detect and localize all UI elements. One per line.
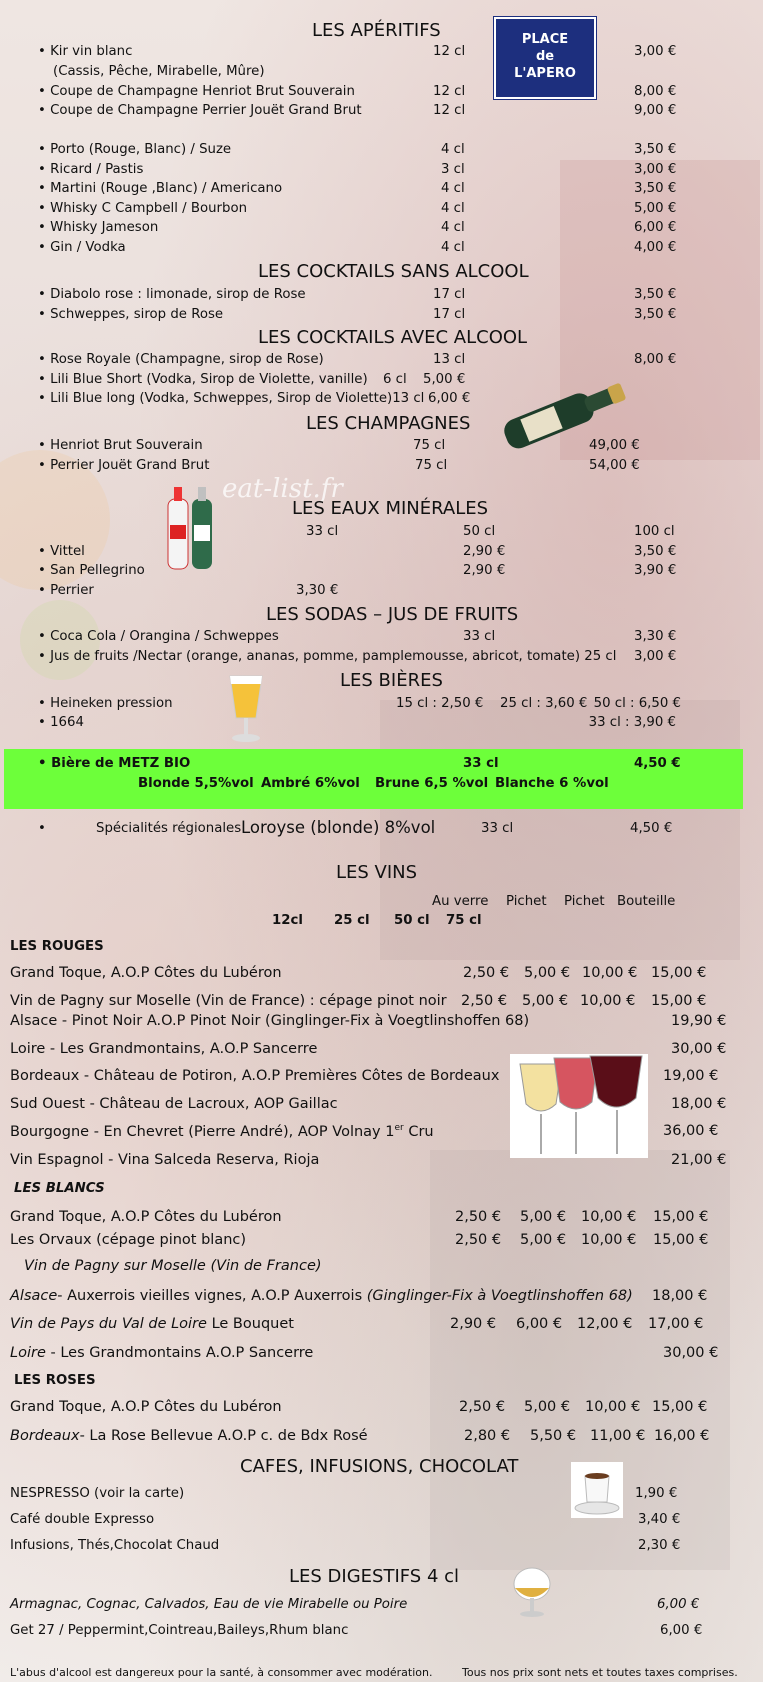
item-price: 15 cl : 2,50 € (396, 696, 484, 711)
list-item: • Jus de fruits /Nectar (orange, ananas, pomme, pamplemousse, abricot, tomate) 25 cl (38, 649, 617, 664)
list-item: • Whisky C Campbell / Bourbon (38, 201, 248, 216)
beer-glass-icon (218, 672, 274, 744)
item-subtext: (Cassis, Pêche, Mirabelle, Mûre) (53, 64, 265, 79)
wine-name: Grand Toque, A.O.P Côtes du Lubéron (10, 1209, 282, 1225)
item-price: 49,00 € (589, 438, 640, 453)
wine-name (10, 1123, 434, 1140)
wine-price: 5,50 € (530, 1428, 577, 1444)
list-item: • Perrier (38, 583, 94, 598)
item-label: Spécialités régionales (96, 821, 242, 836)
item-price: 4,50 € (634, 756, 681, 771)
item-price: 3,50 € (634, 142, 677, 157)
blancs-title: LES BLANCS (14, 1181, 105, 1196)
item-price: 8,00 € (634, 352, 677, 367)
item-qty: 33 cl (463, 629, 496, 644)
item-qty: 17 cl (433, 287, 466, 302)
item-qty: 75 cl (415, 458, 448, 473)
item-name: Martini (Rouge ,Blanc) / Americano (50, 181, 283, 196)
wine-price: 15,00 € (651, 993, 707, 1009)
item-qty: 25 cl (584, 649, 617, 664)
coffee-cup-icon (571, 1462, 623, 1518)
item-price: 8,00 € (634, 84, 677, 99)
item-name: San Pellegrino (50, 563, 145, 578)
item-price: 33 cl : 3,90 € (588, 715, 676, 730)
item-name: Café double Expresso (10, 1512, 155, 1527)
list-item: • Bière de METZ BIO (38, 756, 191, 771)
item-name: Kir vin blanc (50, 44, 133, 59)
wine-name-part: Le Bouquet (206, 1316, 294, 1332)
list-item: • Diabolo rose : limonade, sirop de Rose (38, 287, 306, 302)
wine-price: 19,00 € (663, 1068, 719, 1084)
wine-name-part: Bourgogne - En Chevret (Pierre André), AOP Volnay 1 (10, 1123, 395, 1140)
column-header: 75 cl (446, 913, 482, 928)
wine-name: Les Orvaux (cépage pinot blanc) (10, 1232, 247, 1248)
wine-price: 2,50 € (463, 965, 510, 981)
list-item: • Henriot Brut Souverain (38, 438, 203, 453)
item-name: Whisky C Campbell / Bourbon (50, 201, 248, 216)
cocktails-sans-alcool-title: LES COCKTAILS SANS ALCOOL (258, 261, 529, 282)
wine-price: 10,00 € (581, 1209, 637, 1225)
wine-region: Loire (10, 1345, 46, 1361)
item-qty: 6 cl (383, 372, 407, 387)
item-qty: 4 cl (441, 240, 465, 255)
list-item: • Rose Royale (Champagne, sirop de Rose) (38, 352, 324, 367)
item-price: 3,50 € (634, 544, 677, 559)
item-qty: 13 cl (392, 391, 425, 406)
item-price: 3,30 € (296, 583, 339, 598)
list-item: • Schweppes, sirop de Rose (38, 307, 224, 322)
item-price: 2,90 € (463, 563, 506, 578)
beer-variant: Blanche 6 %vol (495, 776, 609, 791)
list-item: • Lili Blue long (Vodka, Schweppes, Sirop de Violette)13 cl (38, 391, 425, 406)
wine-price: 15,00 € (653, 1209, 709, 1225)
column-header: 25 cl (334, 913, 370, 928)
item-name: Perrier Jouët Grand Brut (50, 458, 210, 473)
item-price: 54,00 € (589, 458, 640, 473)
wine-price: 2,50 € (455, 1232, 502, 1248)
vins-title: LES VINS (336, 862, 418, 883)
wine-name: Loire - Les Grandmontains, A.O.P Sancerre (10, 1041, 318, 1057)
wine-region: Alsace (10, 1288, 58, 1304)
wine-price: 18,00 € (652, 1288, 708, 1304)
column-header: Pichet (564, 894, 605, 909)
wine-price: 2,50 € (455, 1209, 502, 1225)
item-name: Schweppes, sirop de Rose (50, 307, 224, 322)
item-price: 3,50 € (634, 287, 677, 302)
column-header: 50 cl (394, 913, 430, 928)
item-name: NESPRESSO (voir la carte) (10, 1486, 185, 1501)
item-name: Coca Cola / Orangina / Schweppes (50, 629, 279, 644)
wine-price: 5,00 € (520, 1232, 567, 1248)
wine-price: 5,00 € (522, 993, 569, 1009)
item-price: 5,00 € (423, 372, 466, 387)
item-qty: 4 cl (441, 220, 465, 235)
list-item: • Lili Blue Short (Vodka, Sirop de Violette, vanille) (38, 372, 368, 387)
watermark: eat-list.fr (222, 474, 343, 504)
wine-price: 30,00 € (671, 1041, 727, 1057)
item-price: 9,00 € (634, 103, 677, 118)
wine-region: Bordeaux (10, 1428, 80, 1444)
wine-name (10, 1428, 368, 1444)
item-name: Porto (Rouge, Blanc) / Suze (50, 142, 232, 157)
wine-price: 21,00 € (671, 1152, 727, 1168)
wine-name-part: - Les Grandmontains A.O.P Sancerre (45, 1345, 314, 1361)
item-qty: 4 cl (441, 142, 465, 157)
item-price: 6,00 € (660, 1623, 703, 1638)
item-price: 3,40 € (638, 1512, 681, 1527)
list-item: • Perrier Jouët Grand Brut (38, 458, 210, 473)
item-price: 3,50 € (634, 181, 677, 196)
item-name: Get 27 / Peppermint,Cointreau,Baileys,Rhum blanc (10, 1623, 349, 1638)
bullet: • (38, 821, 46, 836)
wine-price: 17,00 € (648, 1316, 704, 1332)
item-name: Jus de fruits /Nectar (orange, ananas, pomme, pamplemousse, abricot, tomate) (50, 649, 581, 664)
wine-price: 2,80 € (464, 1428, 511, 1444)
item-name: Rose Royale (Champagne, sirop de Rose) (50, 352, 324, 367)
wine-name: Vin de Pagny sur Moselle (Vin de France) (24, 1258, 322, 1274)
item-name: Gin / Vodka (50, 240, 126, 255)
roses-title: LES ROSES (14, 1373, 96, 1388)
column-header: 12cl (272, 913, 303, 928)
aperitifs-title: LES APÉRITIFS (312, 20, 441, 41)
water-bottles-icon (162, 485, 218, 571)
item-qty: 4 cl (441, 181, 465, 196)
column-header: 50 cl (463, 524, 496, 539)
item-price: 3,00 € (634, 649, 677, 664)
item-name: Coupe de Champagne Henriot Brut Souverain (50, 84, 355, 99)
list-item: • Coupe de Champagne Henriot Brut Souverain (38, 84, 355, 99)
wine-price: 5,00 € (524, 965, 571, 981)
list-item: • Porto (Rouge, Blanc) / Suze (38, 142, 232, 157)
health-warning: L'abus d'alcool est dangereux pour la santé, à consommer avec modération. (10, 1666, 433, 1679)
item-qty: 12 cl (433, 44, 466, 59)
item-price: 6,00 € (428, 391, 471, 406)
wine-price: 2,90 € (450, 1316, 497, 1332)
wine-price: 36,00 € (663, 1123, 719, 1139)
wine-name: Grand Toque, A.O.P Côtes du Lubéron (10, 1399, 282, 1415)
place-de-l-apero-sign (494, 17, 596, 99)
item-name: Henriot Brut Souverain (50, 438, 203, 453)
column-header: Pichet (506, 894, 547, 909)
eaux-minerales-title: LES EAUX MINÉRALES (292, 498, 489, 519)
wine-price: 11,00 € (590, 1428, 646, 1444)
item-price: 2,30 € (638, 1538, 681, 1553)
item-name: Coupe de Champagne Perrier Jouët Grand Brut (50, 103, 362, 118)
item-price: 2,90 € (463, 544, 506, 559)
list-item: • Ricard / Pastis (38, 162, 144, 177)
item-name: Infusions, Thés,Chocolat Chaud (10, 1538, 220, 1553)
item-name: Lili Blue long (Vodka, Schweppes, Sirop de Violette) (50, 391, 393, 406)
item-price: 5,00 € (634, 201, 677, 216)
item-name: Vittel (50, 544, 85, 559)
item-price: 4,50 € (630, 821, 673, 836)
wine-name: Sud Ouest - Château de Lacroux, AOP Gaillac (10, 1096, 338, 1112)
item-name: Loroyse (blonde) 8%vol (241, 818, 436, 837)
wine-name: Alsace - Pinot Noir A.O.P Pinot Noir (Ginglinger-Fix à Voegtlinshoffen 68) (10, 1013, 530, 1029)
list-item: • Gin / Vodka (38, 240, 126, 255)
item-name: Armagnac, Cognac, Calvados, Eau de vie Mirabelle ou Poire (10, 1597, 408, 1612)
wine-price: 30,00 € (663, 1345, 719, 1361)
column-header: 33 cl (306, 524, 339, 539)
rouges-title: LES ROUGES (10, 939, 104, 954)
item-qty: 3 cl (441, 162, 465, 177)
sign-line-3: L'APERO (514, 66, 576, 81)
item-name: Heineken pression (50, 696, 173, 711)
beer-variant: Ambré 6%vol (261, 776, 360, 791)
list-item: • Heineken pression (38, 696, 173, 711)
item-price: 3,00 € (634, 44, 677, 59)
list-item: • 1664 (38, 715, 84, 730)
wine-name: Bordeaux - Château de Potiron, A.O.P Premières Côtes de Bordeaux (10, 1068, 500, 1084)
item-price: 3,50 € (634, 307, 677, 322)
sodas-title: LES SODAS – JUS DE FRUITS (266, 604, 519, 625)
wine-glasses-icon (510, 1054, 648, 1158)
price-notice: Tous nos prix sont nets et toutes taxes comprises. (462, 1666, 738, 1679)
item-price: 4,00 € (634, 240, 677, 255)
item-name: Bière de METZ BIO (51, 756, 191, 771)
item-qty: 33 cl (463, 756, 499, 771)
wine-price: 15,00 € (651, 965, 707, 981)
list-item: • Whisky Jameson (38, 220, 159, 235)
item-price: 3,30 € (634, 629, 677, 644)
wine-producer: (Ginglinger-Fix à Voegtlinshoffen 68) (366, 1288, 633, 1304)
item-price: 6,00 € (657, 1597, 700, 1612)
wine-price: 12,00 € (577, 1316, 633, 1332)
wine-name: Vin de Pagny sur Moselle (Vin de France) : cépage pinot noir (10, 993, 447, 1009)
item-name: Ricard / Pastis (50, 162, 144, 177)
item-price: 25 cl : 3,60 € (500, 696, 588, 711)
item-qty: 13 cl (433, 352, 466, 367)
list-item: • Kir vin blanc (38, 44, 133, 59)
column-header: 100 cl (634, 524, 675, 539)
column-header: Au verre (432, 894, 489, 909)
wine-name (10, 1316, 294, 1332)
sign-line-2: de (535, 49, 555, 64)
item-name: 1664 (50, 715, 84, 730)
cognac-glass-icon (506, 1560, 558, 1620)
item-qty: 12 cl (433, 103, 466, 118)
wine-price: 10,00 € (581, 1232, 637, 1248)
wine-name (10, 1345, 313, 1361)
list-item: • Coupe de Champagne Perrier Jouët Grand Brut (38, 103, 362, 118)
item-qty: 17 cl (433, 307, 466, 322)
wine-name-part: - La Rose Bellevue A.O.P c. de Bdx Rosé (79, 1428, 368, 1444)
wine-price: 6,00 € (516, 1316, 563, 1332)
wine-name-part: Cru (403, 1123, 434, 1140)
list-item: • Coca Cola / Orangina / Schweppes (38, 629, 279, 644)
item-name: Diabolo rose : limonade, sirop de Rose (50, 287, 306, 302)
wine-name (10, 1288, 633, 1304)
item-qty: 33 cl (481, 821, 514, 836)
wine-name: Grand Toque, A.O.P Côtes du Lubéron (10, 965, 282, 981)
beer-variant: Blonde 5,5%vol (138, 776, 254, 791)
sign-line-1: PLACE (521, 32, 569, 47)
list-item: • San Pellegrino (38, 563, 145, 578)
item-qty: 12 cl (433, 84, 466, 99)
wine-price: 10,00 € (585, 1399, 641, 1415)
wine-price: 19,90 € (671, 1013, 727, 1029)
item-name: Whisky Jameson (50, 220, 159, 235)
item-name: Lili Blue Short (Vodka, Sirop de Violette, vanille) (50, 372, 368, 387)
beer-variant: Brune 6,5 %vol (375, 776, 489, 791)
item-name: Perrier (50, 583, 94, 598)
wine-price: 15,00 € (653, 1232, 709, 1248)
item-price: 3,00 € (634, 162, 677, 177)
superscript: er (394, 1123, 404, 1133)
bieres-title: LES BIÈRES (340, 670, 443, 691)
wine-price: 10,00 € (580, 993, 636, 1009)
cocktails-avec-alcool-title: LES COCKTAILS AVEC ALCOOL (258, 327, 528, 348)
wine-price: 5,00 € (524, 1399, 571, 1415)
item-price: 50 cl : 6,50 € (593, 696, 681, 711)
wine-region: Vin de Pays du Val de Loire (10, 1316, 207, 1332)
wine-price: 2,50 € (459, 1399, 506, 1415)
wine-price: 18,00 € (671, 1096, 727, 1112)
wine-name: Vin Espagnol - Vina Salceda Reserva, Rioja (10, 1152, 320, 1168)
champagnes-title: LES CHAMPAGNES (306, 413, 471, 434)
item-qty: 75 cl (413, 438, 446, 453)
wine-price: 16,00 € (654, 1428, 710, 1444)
digestifs-title: LES DIGESTIFS 4 cl (289, 1566, 460, 1587)
wine-price: 10,00 € (582, 965, 638, 981)
cafes-title: CAFES, INFUSIONS, CHOCOLAT (240, 1456, 519, 1477)
list-item: • Martini (Rouge ,Blanc) / Americano (38, 181, 283, 196)
item-qty: 4 cl (441, 201, 465, 216)
wine-price: 2,50 € (461, 993, 508, 1009)
list-item: • Vittel (38, 544, 85, 559)
item-price: 6,00 € (634, 220, 677, 235)
wine-name-part: - Auxerrois vieilles vignes, A.O.P Auxerrois (57, 1288, 367, 1304)
column-header: Bouteille (617, 894, 676, 909)
item-price: 3,90 € (634, 563, 677, 578)
wine-price: 15,00 € (652, 1399, 708, 1415)
wine-price: 5,00 € (520, 1209, 567, 1225)
item-price: 1,90 € (635, 1486, 678, 1501)
